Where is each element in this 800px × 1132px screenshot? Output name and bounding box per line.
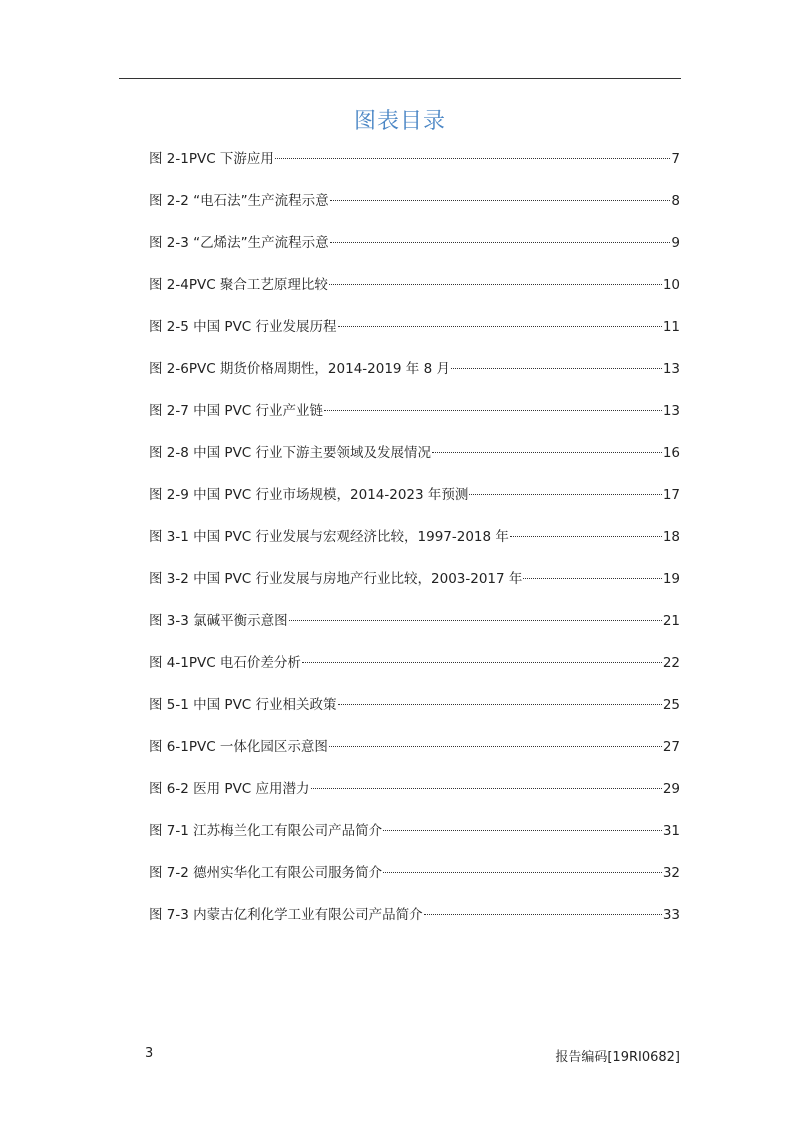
toc-entry-label: 图 2-3 “乙烯法”生产流程示意: [149, 235, 329, 251]
toc-dot-leader: [275, 158, 670, 159]
toc-dot-leader: [289, 620, 662, 621]
footer-report-code: 报告编码[19RI0682]: [555, 1050, 680, 1065]
toc-dot-leader: [451, 368, 662, 369]
toc-entry-page-number: 7: [671, 151, 680, 167]
toc-dot-leader: [330, 200, 671, 201]
toc-entry-label: 图 7-3 内蒙古亿利化学工业有限公司产品简介: [149, 907, 423, 923]
toc-entry-page-number: 11: [662, 319, 680, 335]
toc-dot-leader: [469, 494, 661, 495]
toc-entry[interactable]: [149, 485, 680, 527]
toc-dot-leader: [432, 452, 662, 453]
toc-entry-page-number: 25: [662, 697, 680, 713]
toc-dot-leader: [523, 578, 661, 579]
toc-entry-page-number: 10: [662, 277, 680, 293]
page-title: 图表目录: [353, 109, 446, 134]
toc-entry-page-number: 13: [662, 361, 680, 377]
toc-entry-page-number: 29: [662, 781, 680, 797]
toc-entry[interactable]: [149, 779, 680, 821]
toc-entry[interactable]: [149, 233, 680, 275]
toc-entry[interactable]: [149, 527, 680, 569]
toc-entry-label: 图 2-9 中国 PVC 行业市场规模，2014-2023 年预测: [149, 487, 469, 503]
toc-entry-page-number: 31: [662, 823, 680, 839]
toc-entry-page-number: 18: [662, 529, 680, 545]
toc-entry-label: 图 6-2 医用 PVC 应用潜力: [149, 781, 310, 797]
toc-dot-leader: [302, 662, 662, 663]
toc-entry[interactable]: [149, 401, 680, 443]
toc-entry-label: 图 2-4PVC 聚合工艺原理比较: [149, 277, 328, 293]
toc-entry[interactable]: [149, 653, 680, 695]
toc-entry-label: 图 3-1 中国 PVC 行业发展与宏观经济比较，1997-2018 年: [149, 529, 509, 545]
toc-entry[interactable]: [149, 905, 680, 947]
toc-dot-leader: [329, 746, 662, 747]
toc-entry-page-number: 22: [662, 655, 680, 671]
toc-entry-label: 图 2-6PVC 期货价格周期性，2014-2019 年 8 月: [149, 361, 450, 377]
toc-entry-label: 图 7-1 江苏梅兰化工有限公司产品简介: [149, 823, 383, 839]
toc-entry-page-number: 13: [662, 403, 680, 419]
toc-entry-label: 图 2-5 中国 PVC 行业发展历程: [149, 319, 337, 335]
toc-entry-page-number: 19: [662, 571, 680, 587]
toc-entry[interactable]: [149, 443, 680, 485]
header-rule: [119, 78, 681, 79]
toc-dot-leader: [330, 242, 671, 243]
toc-entry-page-number: 27: [662, 739, 680, 755]
toc-entry-label: 图 7-2 德州实华化工有限公司服务简介: [149, 865, 383, 881]
toc-entry-page-number: 21: [662, 613, 680, 629]
toc-entry-page-number: 32: [662, 865, 680, 881]
toc-dot-leader: [311, 788, 662, 789]
table-of-figures: [149, 149, 680, 947]
toc-entry-label: 图 4-1PVC 电石价差分析: [149, 655, 301, 671]
toc-entry-label: 图 6-1PVC 一体化园区示意图: [149, 739, 328, 755]
toc-dot-leader: [424, 914, 662, 915]
footer-page-number: 3: [145, 1046, 154, 1061]
toc-entry-label: 图 3-2 中国 PVC 行业发展与房地产行业比较，2003-2017 年: [149, 571, 523, 587]
toc-entry[interactable]: [149, 737, 680, 779]
toc-entry-page-number: 8: [671, 193, 680, 209]
toc-entry[interactable]: [149, 695, 680, 737]
toc-entry-label: 图 5-1 中国 PVC 行业相关政策: [149, 697, 337, 713]
toc-dot-leader: [324, 410, 662, 411]
toc-entry[interactable]: [149, 569, 680, 611]
toc-entry[interactable]: [149, 863, 680, 905]
toc-dot-leader: [338, 326, 662, 327]
toc-dot-leader: [338, 704, 662, 705]
toc-entry-page-number: 16: [662, 445, 680, 461]
toc-entry-label: 图 3-3 氯碱平衡示意图: [149, 613, 288, 629]
toc-dot-leader: [383, 872, 662, 873]
toc-dot-leader: [510, 536, 662, 537]
toc-entry-page-number: 17: [662, 487, 680, 503]
toc-dot-leader: [329, 284, 662, 285]
toc-entry[interactable]: [149, 275, 680, 317]
toc-entry-label: 图 2-7 中国 PVC 行业产业链: [149, 403, 324, 419]
toc-entry[interactable]: [149, 317, 680, 359]
toc-entry[interactable]: [149, 821, 680, 863]
toc-entry[interactable]: [149, 359, 680, 401]
toc-entry[interactable]: [149, 611, 680, 653]
toc-entry-label: 图 2-2 “电石法”生产流程示意: [149, 193, 329, 209]
toc-entry-page-number: 33: [662, 907, 680, 923]
toc-entry[interactable]: [149, 191, 680, 233]
toc-dot-leader: [383, 830, 662, 831]
toc-entry-label: 图 2-8 中国 PVC 行业下游主要领域及发展情况: [149, 445, 432, 461]
toc-entry-page-number: 9: [671, 235, 680, 251]
toc-entry-label: 图 2-1PVC 下游应用: [149, 151, 274, 167]
toc-entry[interactable]: [149, 149, 680, 191]
